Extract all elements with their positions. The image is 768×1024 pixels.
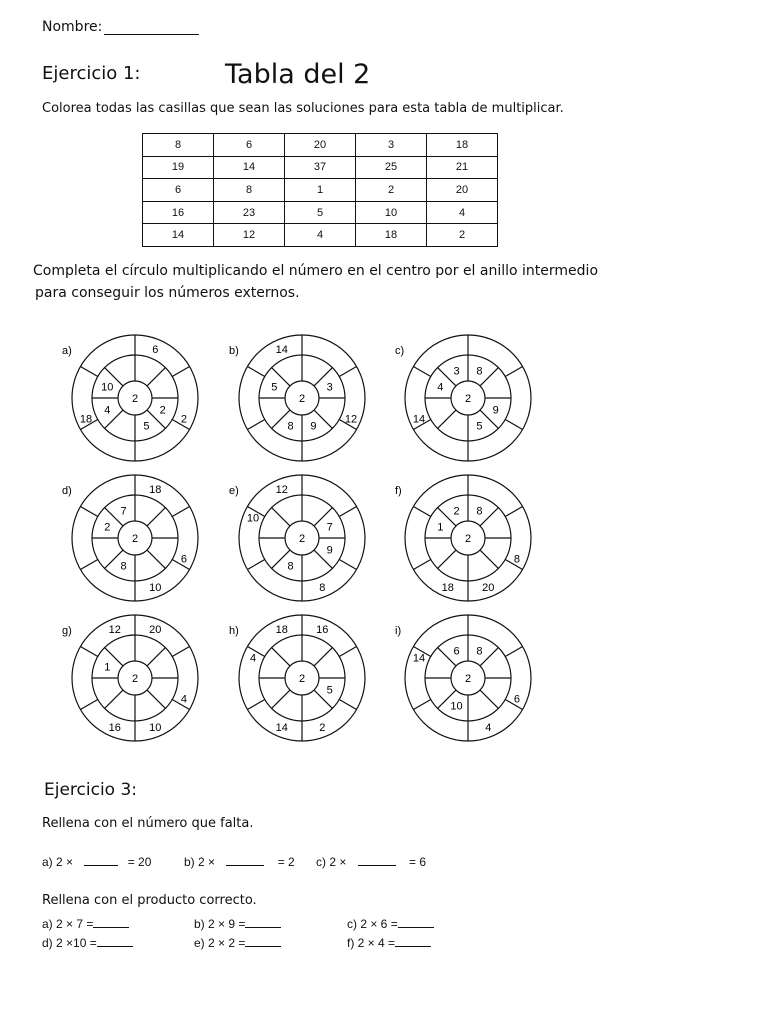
inner-divider bbox=[272, 648, 290, 666]
circle-center-number: 2 bbox=[131, 393, 139, 405]
grid-cell[interactable]: 20 bbox=[285, 134, 356, 157]
product-item-d bbox=[42, 936, 133, 950]
inner-divider bbox=[147, 508, 165, 526]
outer-ring-number: 4 bbox=[249, 652, 257, 665]
outer-ring-number: 14 bbox=[275, 721, 288, 734]
inner-ring-number: 9 bbox=[492, 404, 499, 417]
grid-cell[interactable]: 16 bbox=[143, 201, 214, 224]
outer-divider bbox=[172, 367, 189, 377]
circle-label: f) bbox=[395, 485, 402, 497]
missing-item-prefix: a) 2 × bbox=[42, 855, 74, 869]
inner-ring-number: 9 bbox=[326, 544, 333, 557]
circle-label: h) bbox=[229, 625, 239, 637]
exercise3-label: Ejercicio 3: bbox=[44, 780, 138, 800]
outer-divider bbox=[413, 700, 430, 710]
inner-ring-number: 10 bbox=[450, 700, 463, 713]
inner-divider bbox=[272, 690, 290, 708]
outer-divider bbox=[172, 507, 189, 517]
exercise3-instruction-product: Rellena con el producto correcto. bbox=[42, 893, 257, 908]
grid-cell[interactable]: 14 bbox=[214, 156, 285, 179]
grid-cell[interactable]: 23 bbox=[214, 201, 285, 224]
inner-ring-number: 7 bbox=[326, 521, 333, 534]
product-item-text: e) 2 × 2 = bbox=[194, 936, 246, 950]
circle-label: c) bbox=[395, 345, 405, 357]
inner-ring-number: 1 bbox=[437, 521, 444, 534]
inner-divider bbox=[147, 648, 165, 666]
outer-ring-number: 16 bbox=[108, 721, 121, 734]
answer-blank[interactable] bbox=[395, 946, 431, 947]
outer-divider bbox=[80, 507, 97, 517]
outer-ring-number: 10 bbox=[246, 512, 260, 525]
missing-item-suffix: = 2 bbox=[277, 855, 295, 869]
inner-divider bbox=[272, 508, 290, 526]
grid-cell[interactable]: 6 bbox=[143, 179, 214, 202]
outer-ring-number: 4 bbox=[180, 693, 188, 706]
product-item-c bbox=[347, 917, 434, 931]
outer-ring-number: 16 bbox=[316, 624, 329, 637]
outer-ring-number: 2 bbox=[319, 721, 326, 734]
outer-ring-number: 20 bbox=[149, 624, 162, 637]
outer-ring-number: 8 bbox=[513, 553, 521, 566]
inner-ring-number: 3 bbox=[453, 365, 460, 378]
outer-divider bbox=[80, 367, 97, 377]
inner-ring-number: 8 bbox=[476, 645, 483, 658]
inner-divider bbox=[314, 648, 332, 666]
product-item-text: f) 2 × 4 = bbox=[347, 936, 396, 950]
outer-divider bbox=[247, 367, 264, 377]
grid-cell[interactable]: 12 bbox=[214, 224, 285, 247]
circle-label: b) bbox=[229, 345, 239, 357]
grid-cell[interactable]: 6 bbox=[214, 134, 285, 157]
outer-ring-number: 4 bbox=[485, 721, 492, 734]
outer-ring-number: 18 bbox=[149, 484, 162, 497]
circle-center-number: 2 bbox=[298, 673, 306, 685]
circle-label: a) bbox=[62, 345, 72, 357]
grid-cell[interactable]: 19 bbox=[143, 156, 214, 179]
circle-center-number: 2 bbox=[131, 533, 139, 545]
circle-label: e) bbox=[229, 485, 239, 497]
inner-divider bbox=[147, 550, 165, 568]
inner-ring-number: 6 bbox=[453, 645, 460, 658]
product-item-text: b) 2 × 9 = bbox=[194, 917, 246, 931]
inner-ring-number: 8 bbox=[120, 560, 127, 573]
product-item-e bbox=[194, 936, 281, 950]
missing-item-prefix: b) 2 × bbox=[184, 855, 216, 869]
grid-cell[interactable]: 18 bbox=[356, 224, 427, 247]
outer-divider bbox=[505, 647, 522, 657]
inner-ring-number: 5 bbox=[143, 420, 150, 433]
exercise1-label: Ejercicio 1: bbox=[42, 63, 141, 84]
outer-ring-number: 14 bbox=[412, 652, 426, 665]
inner-divider bbox=[147, 690, 165, 708]
answer-blank[interactable] bbox=[97, 946, 133, 947]
exercise2-instruction-line2: para conseguir los números externos. bbox=[35, 285, 300, 301]
inner-divider bbox=[438, 550, 456, 568]
answer-blank[interactable] bbox=[245, 927, 281, 928]
grid-cell[interactable]: 21 bbox=[427, 156, 498, 179]
grid-cell[interactable]: 2 bbox=[427, 224, 498, 247]
exercise2-instruction-line1: Completa el círculo multiplicando el número en el centro por el anillo intermedio bbox=[33, 263, 599, 279]
product-item-text: c) 2 × 6 = bbox=[347, 917, 398, 931]
grid-cell[interactable]: 14 bbox=[143, 224, 214, 247]
answer-blank[interactable] bbox=[398, 927, 434, 928]
missing-item-prefix: c) 2 × bbox=[316, 855, 347, 869]
missing-item-suffix: = 6 bbox=[409, 855, 427, 869]
grid-cell[interactable]: 4 bbox=[285, 224, 356, 247]
inner-ring-number: 8 bbox=[476, 365, 483, 378]
missing-item-c bbox=[316, 855, 426, 869]
inner-ring-number: 3 bbox=[326, 381, 333, 394]
outer-divider bbox=[80, 700, 97, 710]
outer-divider bbox=[339, 560, 356, 570]
outer-ring-number: 20 bbox=[482, 581, 495, 594]
outer-ring-number: 18 bbox=[275, 624, 288, 637]
inner-ring-number: 5 bbox=[271, 381, 278, 394]
outer-divider bbox=[413, 367, 430, 377]
inner-ring-number: 2 bbox=[159, 404, 166, 417]
outer-ring-number: 14 bbox=[275, 344, 288, 357]
inner-divider bbox=[480, 368, 498, 386]
inner-divider bbox=[480, 550, 498, 568]
outer-ring-number: 6 bbox=[152, 344, 159, 357]
inner-divider bbox=[105, 690, 123, 708]
inner-divider bbox=[480, 690, 498, 708]
inner-ring-number: 8 bbox=[476, 505, 483, 518]
inner-divider bbox=[480, 648, 498, 666]
outer-divider bbox=[80, 560, 97, 570]
outer-ring-number: 2 bbox=[180, 413, 188, 426]
outer-divider bbox=[247, 560, 264, 570]
outer-ring-number: 12 bbox=[344, 413, 358, 426]
inner-divider bbox=[147, 368, 165, 386]
inner-ring-number: 2 bbox=[104, 521, 111, 534]
worksheet-title: Tabla del 2 bbox=[225, 59, 371, 90]
grid-cell[interactable]: 2 bbox=[356, 179, 427, 202]
inner-ring-number: 1 bbox=[104, 661, 111, 674]
outer-divider bbox=[505, 367, 522, 377]
outer-ring-number: 14 bbox=[412, 413, 426, 426]
outer-divider bbox=[172, 647, 189, 657]
exercise1-instruction: Colorea todas las casillas que sean las soluciones para esta tabla de multiplicar. bbox=[42, 101, 564, 116]
grid-cell[interactable]: 3 bbox=[356, 134, 427, 157]
circle-center-number: 2 bbox=[464, 673, 472, 685]
outer-divider bbox=[339, 367, 356, 377]
product-item-b bbox=[194, 917, 281, 931]
grid-cell[interactable]: 8 bbox=[143, 134, 214, 157]
inner-divider bbox=[314, 410, 332, 428]
inner-ring-number: 4 bbox=[104, 404, 111, 417]
inner-ring-number: 9 bbox=[310, 420, 317, 433]
grid-cell[interactable]: 18 bbox=[427, 134, 498, 157]
circle-label: d) bbox=[62, 485, 72, 497]
outer-ring-number: 10 bbox=[149, 721, 162, 734]
exercise3-instruction-missing: Rellena con el número que falta. bbox=[42, 816, 254, 831]
inner-divider bbox=[438, 410, 456, 428]
name-label: Nombre: bbox=[42, 19, 103, 35]
missing-item-b bbox=[184, 855, 295, 869]
grid-cell[interactable]: 4 bbox=[427, 201, 498, 224]
inner-ring-number: 8 bbox=[287, 560, 294, 573]
grid-cell[interactable]: 5 bbox=[285, 201, 356, 224]
outer-divider bbox=[413, 507, 430, 517]
circle-label: i) bbox=[395, 625, 402, 637]
answer-blank[interactable] bbox=[245, 946, 281, 947]
circle-center-number: 2 bbox=[298, 533, 306, 545]
outer-divider bbox=[413, 560, 430, 570]
outer-divider bbox=[80, 647, 97, 657]
product-item-text: a) 2 × 7 = bbox=[42, 917, 94, 931]
inner-ring-number: 7 bbox=[120, 505, 127, 518]
inner-ring-number: 8 bbox=[287, 420, 294, 433]
grid-cell[interactable]: 20 bbox=[427, 179, 498, 202]
missing-item-a bbox=[42, 855, 151, 869]
inner-ring-number: 2 bbox=[453, 505, 460, 518]
answer-blank[interactable] bbox=[358, 865, 396, 866]
missing-item-suffix: = 20 bbox=[127, 855, 152, 869]
product-item-a bbox=[42, 917, 129, 931]
outer-divider bbox=[339, 700, 356, 710]
product-item-text: d) 2 ×10 = bbox=[42, 936, 97, 950]
outer-ring-number: 8 bbox=[319, 581, 326, 594]
circle-label: g) bbox=[62, 625, 72, 637]
grid-cell[interactable]: 1 bbox=[285, 179, 356, 202]
inner-ring-number: 4 bbox=[437, 381, 444, 394]
grid-cell[interactable]: 25 bbox=[356, 156, 427, 179]
grid-cell[interactable]: 8 bbox=[214, 179, 285, 202]
inner-ring-number: 5 bbox=[476, 420, 483, 433]
answer-blank[interactable] bbox=[226, 865, 264, 866]
outer-divider bbox=[339, 647, 356, 657]
grid-cell[interactable]: 10 bbox=[356, 201, 427, 224]
outer-divider bbox=[505, 420, 522, 430]
inner-ring-number: 10 bbox=[101, 381, 114, 394]
outer-ring-number: 12 bbox=[275, 484, 288, 497]
outer-ring-number: 6 bbox=[513, 693, 521, 706]
circle-center-number: 2 bbox=[464, 393, 472, 405]
outer-divider bbox=[247, 700, 264, 710]
outer-ring-number: 18 bbox=[79, 413, 93, 426]
outer-divider bbox=[247, 420, 264, 430]
outer-ring-number: 12 bbox=[108, 624, 121, 637]
inner-ring-number: 5 bbox=[326, 684, 333, 697]
inner-divider bbox=[480, 508, 498, 526]
grid-cell[interactable]: 37 bbox=[285, 156, 356, 179]
outer-divider bbox=[505, 507, 522, 517]
outer-ring-number: 18 bbox=[441, 581, 454, 594]
outer-divider bbox=[339, 507, 356, 517]
outer-ring-number: 6 bbox=[180, 553, 188, 566]
answer-blank[interactable] bbox=[84, 865, 118, 866]
outer-ring-number: 10 bbox=[149, 581, 162, 594]
circle-center-number: 2 bbox=[131, 673, 139, 685]
answer-blank[interactable] bbox=[93, 927, 129, 928]
product-item-f bbox=[347, 936, 431, 950]
circle-center-number: 2 bbox=[464, 533, 472, 545]
circle-center-number: 2 bbox=[298, 393, 306, 405]
